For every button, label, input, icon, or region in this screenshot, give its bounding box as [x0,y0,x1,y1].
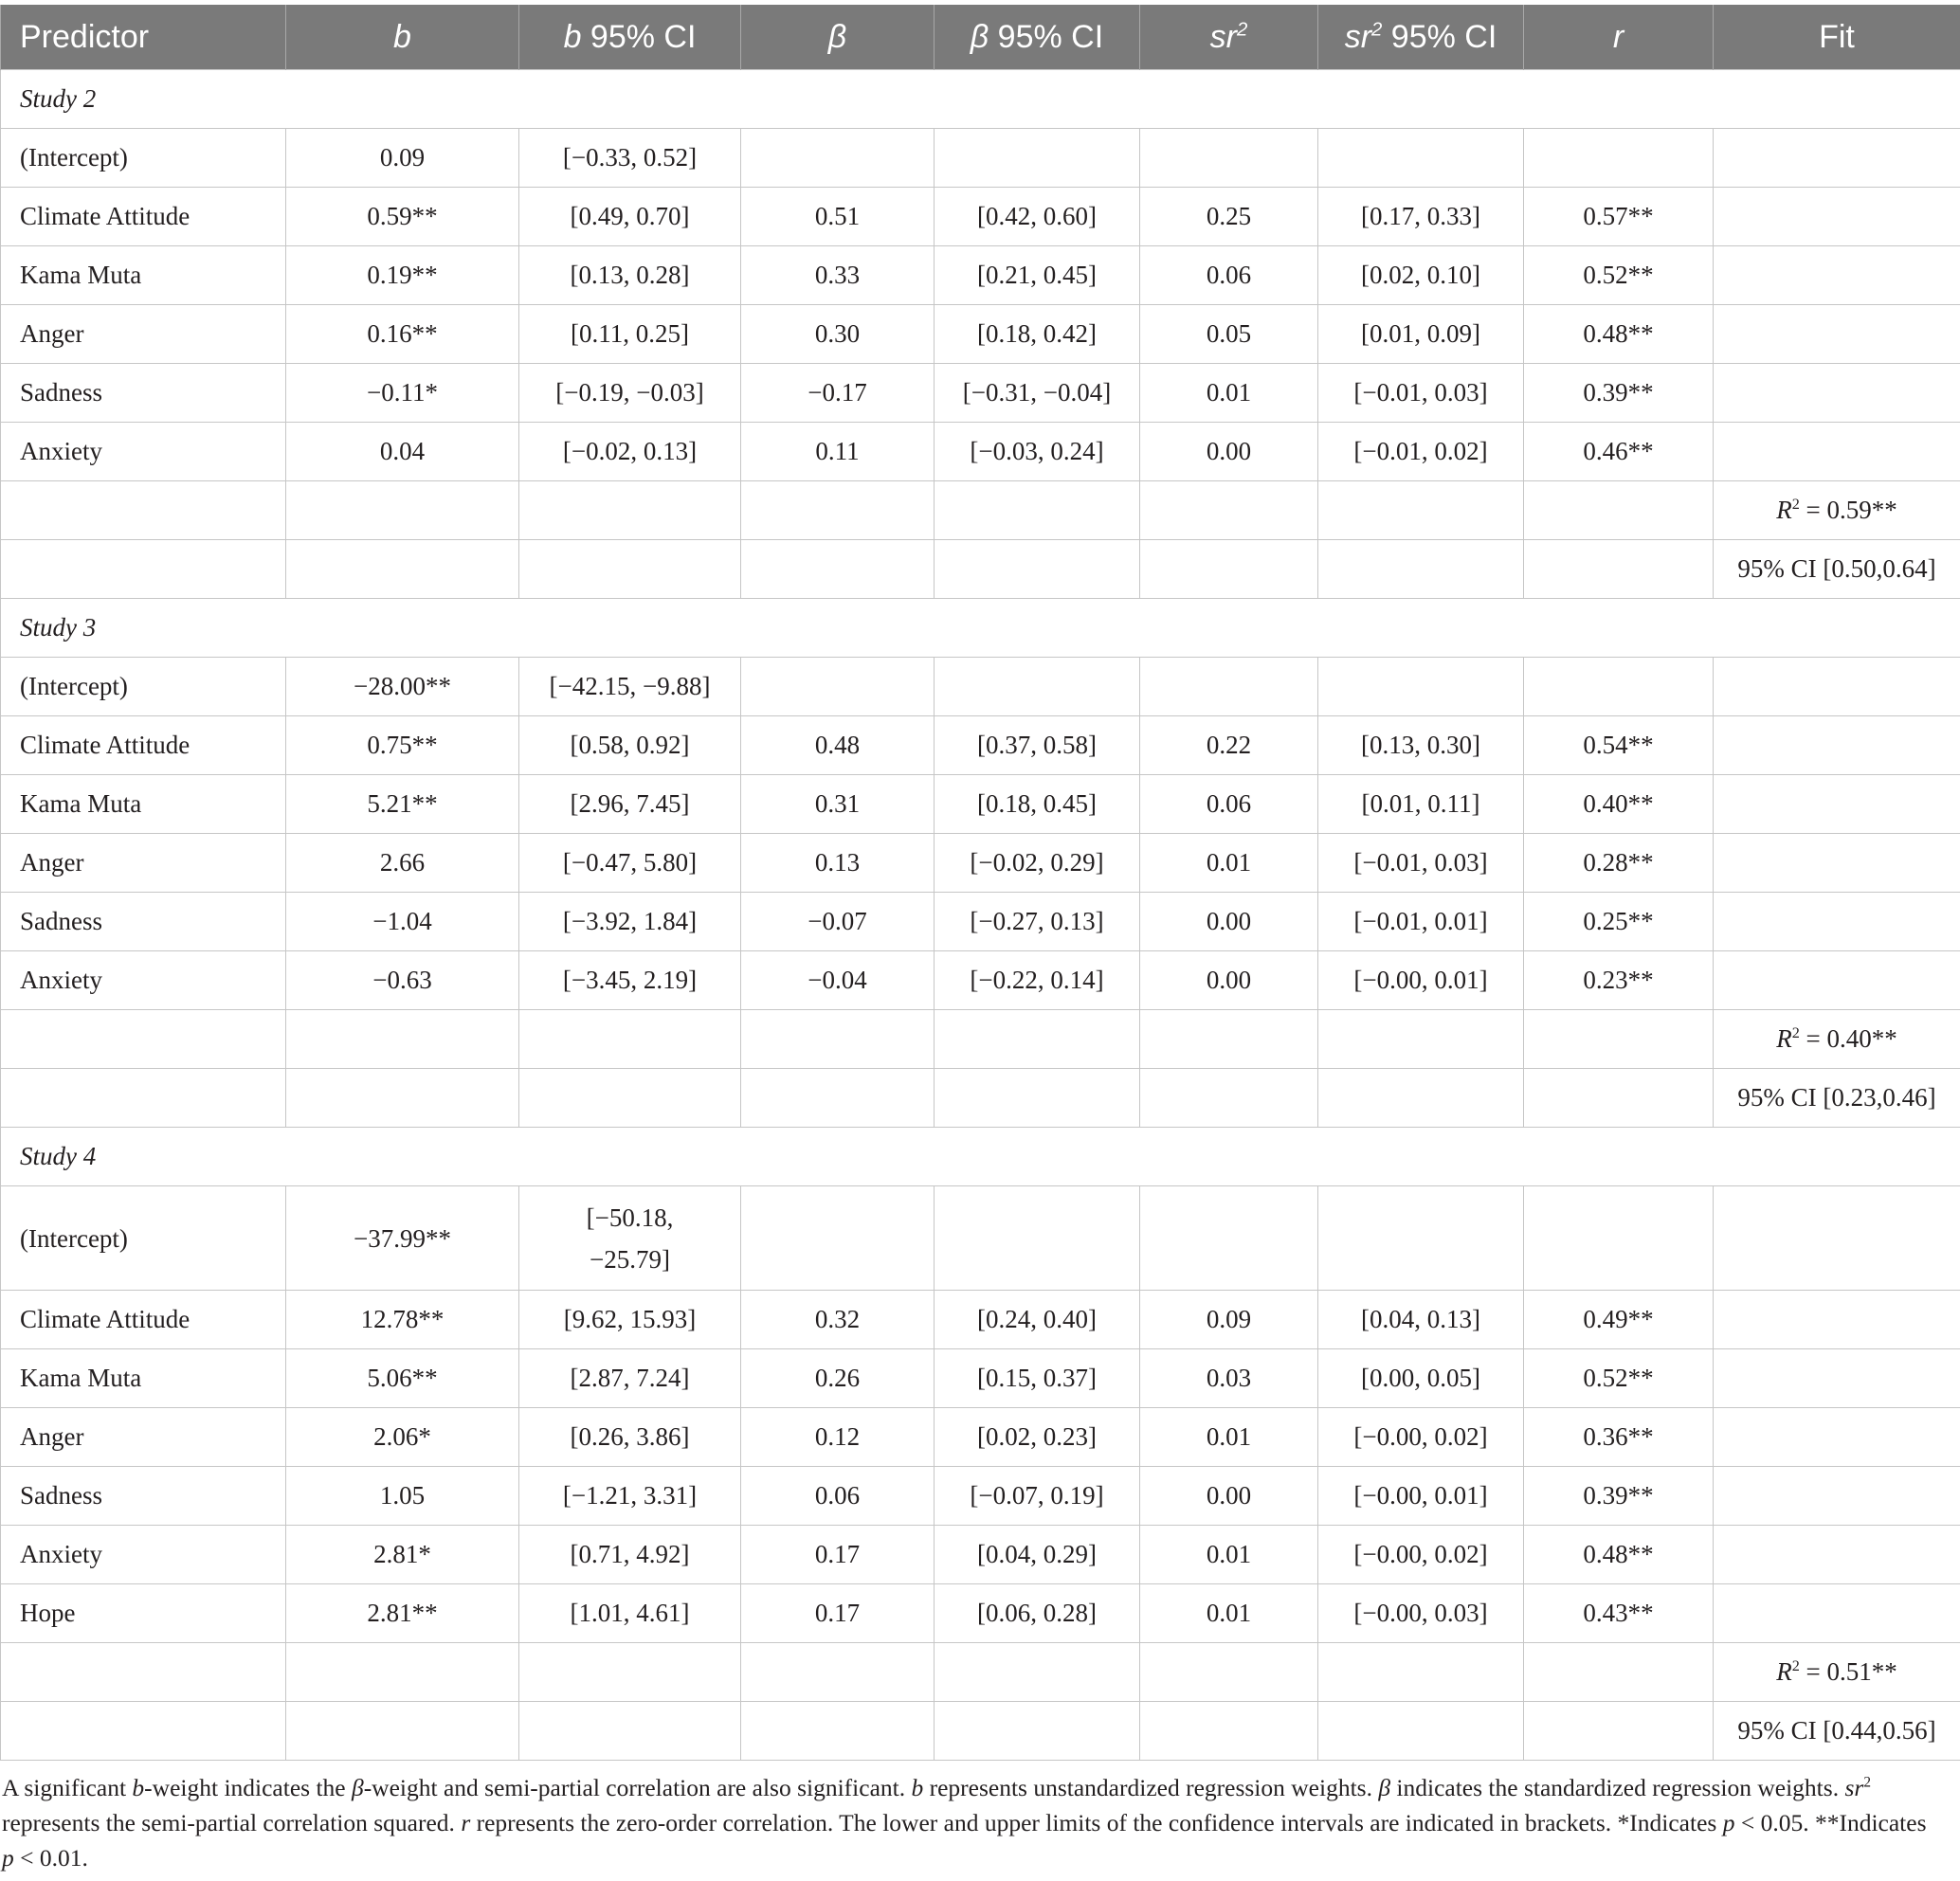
cell-beta: 0.32 [741,1291,935,1349]
cell-predictor: Climate Attitude [1,716,286,775]
column-header-sr2: $sr^2$ [1140,5,1318,70]
empty-cell [935,1702,1140,1761]
cell-b: 5.06** [286,1349,519,1408]
cell-beta_ci: [−0.22, 0.14] [935,951,1140,1010]
empty-cell [286,1069,519,1128]
cell-predictor: Kama Muta [1,246,286,305]
cell-sr2_ci: [0.00, 0.05] [1318,1349,1524,1408]
cell-b_ci: [0.13, 0.28] [519,246,741,305]
cell-sr2 [1140,658,1318,716]
fit-r-squared: $R^2 = 0.40**$ [1714,1010,1960,1069]
table-row [1,658,1960,716]
table-row [1,305,1960,364]
table-body [1,70,1960,1761]
cell-beta_ci [935,1186,1140,1291]
empty-cell [1140,1010,1318,1069]
empty-cell [1318,1010,1524,1069]
cell-predictor: Anxiety [1,423,286,481]
empty-cell [1524,1010,1714,1069]
cell-b: 0.09 [286,129,519,188]
cell-beta_ci: [0.18, 0.42] [935,305,1140,364]
column-header-fit: Fit [1714,5,1960,70]
cell-sr2: 0.05 [1140,305,1318,364]
cell-beta: 0.51 [741,188,935,246]
cell-beta [741,129,935,188]
cell-b: 0.19** [286,246,519,305]
cell-fit [1714,1349,1960,1408]
empty-cell [286,1702,519,1761]
cell-beta_ci: [0.24, 0.40] [935,1291,1140,1349]
cell-beta_ci [935,129,1140,188]
cell-beta: 0.13 [741,834,935,893]
cell-b_ci: [0.58, 0.92] [519,716,741,775]
regression-table [0,5,1960,1761]
cell-beta [741,658,935,716]
cell-b: −37.99** [286,1186,519,1291]
cell-b: 2.81** [286,1584,519,1643]
cell-b: 2.81* [286,1526,519,1584]
cell-r: 0.39** [1524,364,1714,423]
cell-r: 0.25** [1524,893,1714,951]
cell-beta_ci: [0.21, 0.45] [935,246,1140,305]
table-note: A significant b-weight indicates the β-weight and semi-partial correlation are also significant. b represents unstandardized regression weights. β indicates the standardized regression weights. $sr^2$ represents the semi-partial correlation squared. r represents the zero-order correlation. The lower and upper limits of the confidence intervals are indicated in brackets. *Indicates p < 0.05. **Indicates p < 0.01. [2,1774,1927,1872]
cell-b: 1.05 [286,1467,519,1526]
cell-b: −0.63 [286,951,519,1010]
table-row [1,246,1960,305]
empty-cell [1,1643,286,1702]
cell-predictor: Hope [1,1584,286,1643]
cell-b: 5.21** [286,775,519,834]
cell-sr2_ci [1318,658,1524,716]
cell-fit [1714,1186,1960,1291]
cell-sr2: 0.01 [1140,1526,1318,1584]
cell-predictor: Sadness [1,1467,286,1526]
empty-cell [741,1643,935,1702]
cell-sr2_ci [1318,129,1524,188]
cell-fit [1714,1291,1960,1349]
cell-beta_ci: [−0.03, 0.24] [935,423,1140,481]
cell-beta_ci: [0.02, 0.23] [935,1408,1140,1467]
cell-predictor: Climate Attitude [1,188,286,246]
cell-b_ci: [−1.21, 3.31] [519,1467,741,1526]
cell-beta: −0.07 [741,893,935,951]
cell-sr2_ci: [−0.01, 0.03] [1318,364,1524,423]
cell-beta: 0.48 [741,716,935,775]
empty-cell [286,481,519,540]
cell-b: 2.06* [286,1408,519,1467]
cell-sr2 [1140,129,1318,188]
table-wrapper [0,5,1960,1875]
empty-cell [1318,540,1524,599]
cell-b: 2.66 [286,834,519,893]
cell-sr2: 0.25 [1140,188,1318,246]
cell-b_ci: [−3.92, 1.84] [519,893,741,951]
cell-b: 12.78** [286,1291,519,1349]
cell-sr2: 0.00 [1140,1467,1318,1526]
empty-cell [286,1010,519,1069]
cell-beta: 0.17 [741,1526,935,1584]
cell-fit [1714,1408,1960,1467]
cell-predictor: (Intercept) [1,1186,286,1291]
table-row [1,716,1960,775]
study-row [1,599,1960,658]
cell-beta_ci [935,658,1140,716]
cell-b_ci: [−0.02, 0.13] [519,423,741,481]
cell-beta_ci: [0.04, 0.29] [935,1526,1140,1584]
cell-r: 0.28** [1524,834,1714,893]
cell-sr2_ci: [−0.00, 0.01] [1318,1467,1524,1526]
cell-sr2_ci: [−0.01, 0.03] [1318,834,1524,893]
empty-cell [1318,1702,1524,1761]
cell-beta: 0.33 [741,246,935,305]
empty-cell [741,1069,935,1128]
cell-predictor: Sadness [1,893,286,951]
cell-predictor: Sadness [1,364,286,423]
table-row [1,1186,1960,1291]
empty-cell [935,1069,1140,1128]
cell-fit [1714,834,1960,893]
cell-beta: 0.30 [741,305,935,364]
fit-confidence-interval: 95% CI [0.50,0.64] [1714,540,1960,599]
cell-sr2_ci: [−0.00, 0.01] [1318,951,1524,1010]
empty-cell [1524,481,1714,540]
cell-b_ci: [2.96, 7.45] [519,775,741,834]
empty-cell [741,1010,935,1069]
cell-b_ci: [0.26, 3.86] [519,1408,741,1467]
cell-sr2: 0.00 [1140,893,1318,951]
cell-b: 0.04 [286,423,519,481]
fit-r2-row [1,1643,1960,1702]
empty-cell [1524,1643,1714,1702]
table-row [1,834,1960,893]
cell-beta_ci: [−0.27, 0.13] [935,893,1140,951]
study-label: Study 3 [1,599,1960,658]
cell-r [1524,1186,1714,1291]
empty-cell [1140,1643,1318,1702]
table-row [1,129,1960,188]
cell-beta: 0.17 [741,1584,935,1643]
cell-fit [1714,188,1960,246]
empty-cell [741,1702,935,1761]
cell-r: 0.48** [1524,1526,1714,1584]
cell-fit [1714,129,1960,188]
table-row [1,951,1960,1010]
cell-b_ci: [−0.19, −0.03] [519,364,741,423]
cell-b_ci: [0.11, 0.25] [519,305,741,364]
cell-beta: 0.12 [741,1408,935,1467]
cell-sr2: 0.01 [1140,1408,1318,1467]
table-row [1,1291,1960,1349]
empty-cell [935,481,1140,540]
cell-sr2: 0.03 [1140,1349,1318,1408]
empty-cell [1140,481,1318,540]
empty-cell [1524,1702,1714,1761]
cell-beta: 0.06 [741,1467,935,1526]
fit-ci-row [1,1702,1960,1761]
empty-cell [1,1702,286,1761]
empty-cell [519,1643,741,1702]
cell-predictor: Anxiety [1,1526,286,1584]
cell-r [1524,129,1714,188]
cell-r: 0.43** [1524,1584,1714,1643]
cell-b: 0.75** [286,716,519,775]
cell-r: 0.39** [1524,1467,1714,1526]
empty-cell [519,1010,741,1069]
cell-r: 0.23** [1524,951,1714,1010]
cell-b_ci: [−0.47, 5.80] [519,834,741,893]
table-row [1,893,1960,951]
cell-predictor: Anger [1,834,286,893]
cell-beta_ci: [−0.07, 0.19] [935,1467,1140,1526]
empty-cell [1140,1702,1318,1761]
empty-cell [935,1643,1140,1702]
cell-beta: −0.04 [741,951,935,1010]
empty-cell [1524,540,1714,599]
empty-cell [519,1069,741,1128]
empty-cell [1318,481,1524,540]
cell-b: 0.59** [286,188,519,246]
cell-b: 0.16** [286,305,519,364]
empty-cell [519,481,741,540]
cell-fit [1714,716,1960,775]
cell-beta_ci: [−0.31, −0.04] [935,364,1140,423]
cell-b_ci: [−0.33, 0.52] [519,129,741,188]
empty-cell [1318,1069,1524,1128]
table-row [1,1584,1960,1643]
cell-sr2_ci: [−0.00, 0.02] [1318,1408,1524,1467]
cell-sr2_ci: [0.13, 0.30] [1318,716,1524,775]
cell-predictor: Kama Muta [1,775,286,834]
fit-r2-row [1,481,1960,540]
cell-beta_ci: [0.15, 0.37] [935,1349,1140,1408]
cell-sr2_ci: [−0.01, 0.01] [1318,893,1524,951]
empty-cell [741,481,935,540]
cell-predictor: (Intercept) [1,129,286,188]
cell-sr2_ci: [0.01, 0.09] [1318,305,1524,364]
cell-beta_ci: [0.06, 0.28] [935,1584,1140,1643]
fit-ci-row [1,540,1960,599]
column-header-beta_ci: β 95% CI [935,5,1140,70]
study-row [1,70,1960,129]
empty-cell [741,540,935,599]
table-row [1,364,1960,423]
cell-r: 0.46** [1524,423,1714,481]
cell-b_ci: [−42.15, −9.88] [519,658,741,716]
cell-sr2: 0.01 [1140,364,1318,423]
cell-b_ci: [−50.18, −25.79] [519,1186,741,1291]
fit-r-squared: $R^2 = 0.59**$ [1714,481,1960,540]
cell-fit [1714,305,1960,364]
empty-cell [1140,1069,1318,1128]
empty-cell [1,540,286,599]
table-row [1,423,1960,481]
empty-cell [519,540,741,599]
cell-r: 0.52** [1524,1349,1714,1408]
fit-confidence-interval: 95% CI [0.44,0.56] [1714,1702,1960,1761]
cell-sr2_ci: [−0.00, 0.02] [1318,1526,1524,1584]
cell-b_ci: [−3.45, 2.19] [519,951,741,1010]
cell-sr2_ci: [0.02, 0.10] [1318,246,1524,305]
empty-cell [519,1702,741,1761]
cell-beta_ci: [0.18, 0.45] [935,775,1140,834]
cell-b_ci: [9.62, 15.93] [519,1291,741,1349]
cell-predictor: (Intercept) [1,658,286,716]
cell-beta: 0.11 [741,423,935,481]
empty-cell [1,1010,286,1069]
cell-predictor: Climate Attitude [1,1291,286,1349]
cell-fit [1714,364,1960,423]
cell-r: 0.57** [1524,188,1714,246]
empty-cell [286,540,519,599]
study-label: Study 2 [1,70,1960,129]
cell-sr2_ci: [−0.00, 0.03] [1318,1584,1524,1643]
cell-predictor: Anxiety [1,951,286,1010]
cell-b_ci: [0.71, 4.92] [519,1526,741,1584]
table-row [1,1408,1960,1467]
table-row [1,1467,1960,1526]
cell-predictor: Anger [1,305,286,364]
column-header-sr2_ci: $sr^2$ 95% CI [1318,5,1524,70]
fit-ci-row [1,1069,1960,1128]
cell-sr2_ci: [0.04, 0.13] [1318,1291,1524,1349]
column-header-r: r [1524,5,1714,70]
cell-sr2 [1140,1186,1318,1291]
cell-fit [1714,658,1960,716]
column-header-predictor: Predictor [1,5,286,70]
cell-fit [1714,893,1960,951]
empty-cell [1524,1069,1714,1128]
empty-cell [286,1643,519,1702]
table-row [1,775,1960,834]
cell-fit [1714,1526,1960,1584]
empty-cell [1,481,286,540]
cell-beta: 0.26 [741,1349,935,1408]
header-row [1,5,1960,70]
cell-fit [1714,423,1960,481]
cell-beta_ci: [−0.02, 0.29] [935,834,1140,893]
cell-fit [1714,775,1960,834]
cell-sr2: 0.06 [1140,775,1318,834]
empty-cell [1318,1643,1524,1702]
cell-beta_ci: [0.37, 0.58] [935,716,1140,775]
fit-confidence-interval: 95% CI [0.23,0.46] [1714,1069,1960,1128]
table-row [1,188,1960,246]
cell-r [1524,658,1714,716]
cell-fit [1714,1467,1960,1526]
column-header-beta: β [741,5,935,70]
cell-sr2: 0.09 [1140,1291,1318,1349]
cell-r: 0.49** [1524,1291,1714,1349]
cell-beta: 0.31 [741,775,935,834]
cell-beta [741,1186,935,1291]
column-header-b: b [286,5,519,70]
cell-beta: −0.17 [741,364,935,423]
cell-b_ci: [2.87, 7.24] [519,1349,741,1408]
cell-r: 0.36** [1524,1408,1714,1467]
cell-fit [1714,246,1960,305]
table-header [1,5,1960,70]
fit-r2-row [1,1010,1960,1069]
table-row [1,1349,1960,1408]
table-row [1,1526,1960,1584]
cell-b: −28.00** [286,658,519,716]
column-header-b_ci: b 95% CI [519,5,741,70]
cell-b: −0.11* [286,364,519,423]
cell-sr2: 0.01 [1140,1584,1318,1643]
cell-sr2_ci: [−0.01, 0.02] [1318,423,1524,481]
fit-r-squared: $R^2 = 0.51**$ [1714,1643,1960,1702]
cell-r: 0.48** [1524,305,1714,364]
cell-b: −1.04 [286,893,519,951]
cell-r: 0.40** [1524,775,1714,834]
empty-cell [1,1069,286,1128]
empty-cell [935,1010,1140,1069]
cell-sr2_ci [1318,1186,1524,1291]
cell-sr2: 0.01 [1140,834,1318,893]
study-row [1,1128,1960,1186]
empty-cell [935,540,1140,599]
cell-sr2: 0.06 [1140,246,1318,305]
cell-sr2_ci: [0.17, 0.33] [1318,188,1524,246]
study-label: Study 4 [1,1128,1960,1186]
cell-r: 0.54** [1524,716,1714,775]
cell-beta_ci: [0.42, 0.60] [935,188,1140,246]
cell-sr2_ci: [0.01, 0.11] [1318,775,1524,834]
cell-predictor: Anger [1,1408,286,1467]
empty-cell [1140,540,1318,599]
cell-sr2: 0.00 [1140,423,1318,481]
cell-r: 0.52** [1524,246,1714,305]
cell-fit [1714,951,1960,1010]
cell-sr2: 0.22 [1140,716,1318,775]
cell-sr2: 0.00 [1140,951,1318,1010]
cell-fit [1714,1584,1960,1643]
cell-b_ci: [1.01, 4.61] [519,1584,741,1643]
cell-predictor: Kama Muta [1,1349,286,1408]
cell-b_ci: [0.49, 0.70] [519,188,741,246]
